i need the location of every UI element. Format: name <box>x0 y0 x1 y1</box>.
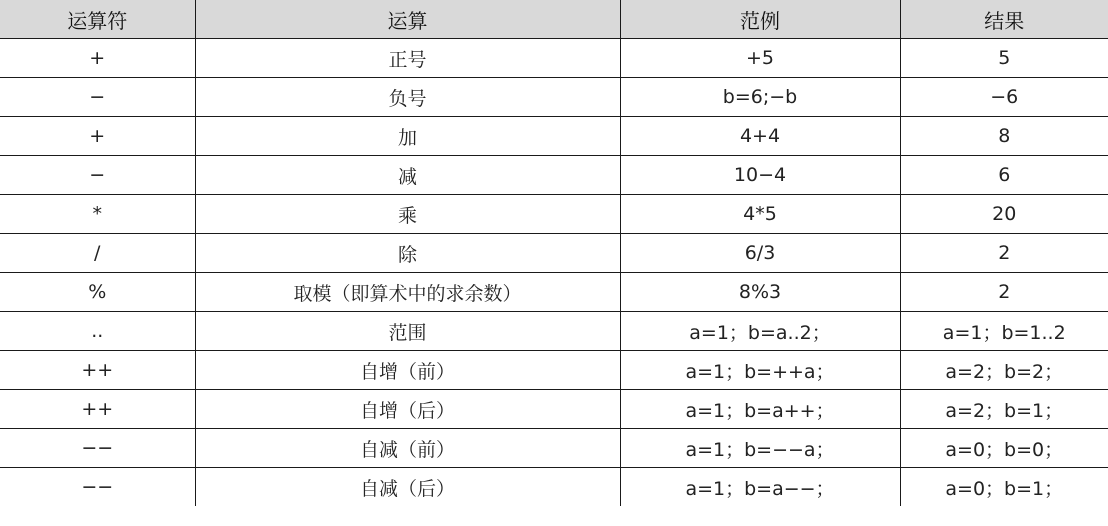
cell-example: a=1；b=++a； <box>620 351 900 390</box>
cell-example: a=1；b=a−−； <box>620 468 900 507</box>
cell-operator: ++ <box>0 390 195 429</box>
header-operator: 运算符 <box>0 0 195 39</box>
table-row <box>0 429 1108 468</box>
cell-result: a=0；b=0； <box>900 429 1108 468</box>
table-row <box>0 195 1108 234</box>
header-row <box>0 0 1108 39</box>
cell-result: a=0；b=1； <box>900 468 1108 507</box>
cell-example: 4+4 <box>620 117 900 156</box>
cell-example: a=1；b=−−a； <box>620 429 900 468</box>
table-row <box>0 39 1108 78</box>
cell-operation: 减 <box>195 156 620 195</box>
cell-example: b=6;−b <box>620 78 900 117</box>
cell-result: 8 <box>900 117 1108 156</box>
cell-result: −6 <box>900 78 1108 117</box>
cell-operation: 自减（前） <box>195 429 620 468</box>
cell-result: 2 <box>900 273 1108 312</box>
cell-example: 8%3 <box>620 273 900 312</box>
cell-result: a=2；b=1； <box>900 390 1108 429</box>
cell-operator: + <box>0 39 195 78</box>
cell-operator: % <box>0 273 195 312</box>
cell-operator: + <box>0 117 195 156</box>
table-row <box>0 117 1108 156</box>
table-row <box>0 351 1108 390</box>
table-row <box>0 312 1108 351</box>
cell-operation: 取模（即算术中的求余数） <box>195 273 620 312</box>
table-row <box>0 78 1108 117</box>
cell-result: 5 <box>900 39 1108 78</box>
cell-example: a=1；b=a..2； <box>620 312 900 351</box>
table-row <box>0 156 1108 195</box>
cell-result: 6 <box>900 156 1108 195</box>
header-result: 结果 <box>900 0 1108 39</box>
cell-example: a=1；b=a++； <box>620 390 900 429</box>
cell-operation: 自减（后） <box>195 468 620 507</box>
cell-operator: − <box>0 156 195 195</box>
cell-result: 2 <box>900 234 1108 273</box>
cell-example: 6/3 <box>620 234 900 273</box>
cell-operation: 除 <box>195 234 620 273</box>
header-example: 范例 <box>620 0 900 39</box>
cell-example: 10−4 <box>620 156 900 195</box>
header-operation: 运算 <box>195 0 620 39</box>
cell-operation: 自增（前） <box>195 351 620 390</box>
cell-operator: − <box>0 78 195 117</box>
cell-operation: 范围 <box>195 312 620 351</box>
cell-result: a=1；b=1..2 <box>900 312 1108 351</box>
table-row <box>0 468 1108 507</box>
cell-example: 4*5 <box>620 195 900 234</box>
table-row <box>0 273 1108 312</box>
cell-operation: 负号 <box>195 78 620 117</box>
cell-operation: 正号 <box>195 39 620 78</box>
cell-operator: −− <box>0 468 195 507</box>
cell-operator: .. <box>0 312 195 351</box>
cell-operator: −− <box>0 429 195 468</box>
cell-operation: 自增（后） <box>195 390 620 429</box>
table-row <box>0 390 1108 429</box>
cell-result: 20 <box>900 195 1108 234</box>
cell-operator: ++ <box>0 351 195 390</box>
cell-result: a=2；b=2； <box>900 351 1108 390</box>
table-row <box>0 234 1108 273</box>
cell-operator: * <box>0 195 195 234</box>
cell-operator: / <box>0 234 195 273</box>
cell-example: +5 <box>620 39 900 78</box>
cell-operation: 乘 <box>195 195 620 234</box>
cell-operation: 加 <box>195 117 620 156</box>
